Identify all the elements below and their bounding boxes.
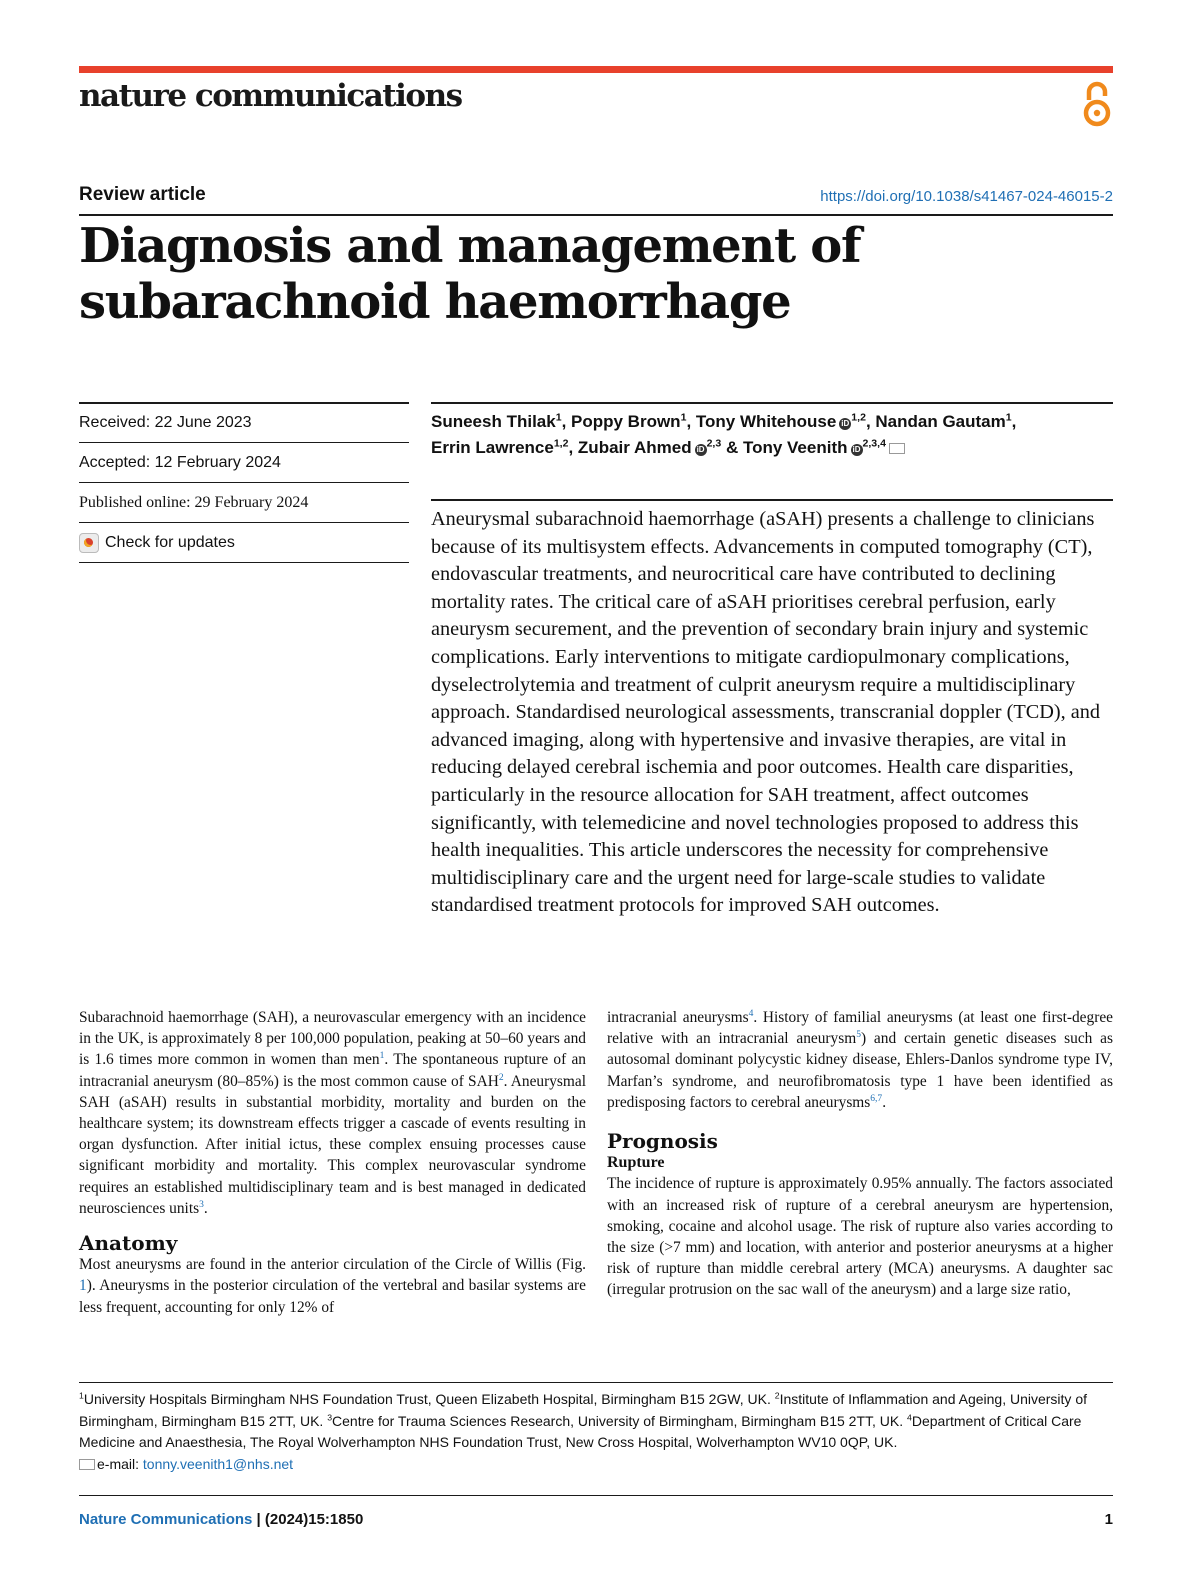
abstract: Aneurysmal subarachnoid haemorrhage (aSAH) presents a challenge to clinicians because of its multisystem effects. Advancements in computed tomography (CT), endovascular treatments, and neurocritical care have contributed to declining mortality rates. The critical care of aSAH prioritises cerebral perfusion, early aneurysm securement, and the prevention of secondary brain injury and systemic complications. Early interventions to mitigate cardiopulmonary complications, dyselectrolytemia and treatment of culprit aneurysm require a multidisciplinary approach. Standardised neurological assessments, transcranial doppler (TCD), and advanced imaging, along with hypertensive and invasive therapies, are vital in reducing delayed cerebral ischemia and poor outcomes. Health care disparities, particularly in the resource allocation for SAH treatment, affect outcomes significantly, with telemedicine and novel technologies proposed to address this health inequalities. This article underscores the necessity for comprehensive multidisciplinary care and the urgent need for large-scale studies to validate standardised treatment protocols for improved SAH outcomes.	[431, 508, 1101, 917]
reference-link[interactable]: 4	[748, 1007, 754, 1019]
doi-link[interactable]: https://doi.org/10.1038/s41467-024-46015-2	[820, 188, 1113, 205]
author[interactable]: Poppy Brown$^1$	[571, 411, 687, 431]
rupture-paragraph: The incidence of rupture is approximately 0.95% annually. The factors associated with an increased risk of rupture of a cerebral aneurysm are hypertension, smoking, cocaine and alcohol usage. The risk of rupture also varies according to the size (>7 mm) and location, with anterior and posterior aneurysms at a higher risk of rupture than middle cerebral artery (MCA) aneurysms. A daughter sac (irregular protrusion on the sac wall of the aneurysm) and a large size ratio,	[607, 1175, 1113, 1299]
article-dates	[79, 403, 409, 563]
header-accent-bar	[79, 66, 1113, 73]
check-updates-label: Check for updates	[105, 533, 235, 551]
check-for-updates-icon	[79, 533, 99, 553]
page-number: 1	[1104, 1511, 1113, 1528]
title-rule	[79, 214, 1113, 216]
author[interactable]: Errin Lawrence$^{1,2}$	[431, 437, 569, 457]
abstract-top-rule	[431, 499, 1113, 501]
genetics-paragraph: intracranial aneurysms$^4$. History of familial aneurysms (at least one first-degree relative with an intracranial aneurysm$^5$) and certain genetic diseases such as autosomal dominant polycystic kidney disease, Ehlers-Danlos syndrome type IV, Marfan’s syndrome, and neurofibromatosis type 1 have been identified as predisposing factors to cerebral aneurysms$^{6,7}$.	[607, 1007, 1114, 1111]
author[interactable]: Tony Whitehouse iD$^{1,2}$	[695, 411, 866, 431]
article-type: Review article	[79, 184, 206, 205]
author[interactable]: Nandan Gautam$^1$	[875, 411, 1012, 431]
intro-paragraph: Subarachnoid haemorrhage (SAH), a neurovascular emergency with an incidence in the UK, is approximately 8 per 100,000 population, peaking at 50–60 years and is 1.6 times more common in women than men$^1$. The spontaneous rupture of an intracranial aneurysm (80–85%) is the most common cause of SAH$^2$. Aneurysmal SAH (aSAH) results in substantial morbidity, mortality and burden on the healthcare system; its downstream effects trigger a cascade of events resulting in organ dysfunction. After initial ictus, these complex ensuing processes cause significant morbidity and mortality. This complex neurovascular syndrome requires an established multidisciplinary team and is best managed in dedicated neurosciences units$^3$.	[79, 1009, 586, 1217]
footer-citation: Nature Communications | (2024)15:1850	[79, 1511, 364, 1528]
footer-rule	[79, 1495, 1113, 1496]
email-envelope-icon[interactable]	[889, 443, 905, 454]
authors-top-rule	[431, 402, 1113, 404]
affiliations: $^1$University Hospitals Birmingham NHS Foundation Trust, Queen Elizabeth Hospital, Birmingham B15 2GW, UK. $^2$Institute of Inflammation and Ageing, University of Birmingham, Birmingham B15 2TT, UK. $^3$Centre for Trauma Sciences Research, University of Birmingham, Birmingham B15 2TT, UK. $^4$Department of Critical Care Medicine and Anaesthesia, The Royal Wolverhampton NHS Foundation Trust, New Cross Hospital, Wolverhampton WV10 0QP, UK. e-mail: tonny.veenith1@nhs.net	[79, 1390, 1087, 1472]
author-list: Suneesh Thilak$^1$, Poppy Brown$^1$, Tony Whitehouse iD$^{1,2}$, Nandan Gautam$^1$, Errin Lawrence$^{1,2}$, Zubair Ahmed iD$^{2,3}$ & Tony Veenith iD$^{2,3,4}$	[431, 411, 1017, 457]
received-date: Received: 22 June 2023	[79, 403, 409, 443]
affiliations-rule	[79, 1382, 1113, 1383]
open-access-icon	[1080, 80, 1114, 128]
figure-link[interactable]: 1	[79, 1277, 87, 1295]
orcid-icon[interactable]: iD	[696, 445, 705, 454]
reference-link[interactable]: 5	[856, 1029, 861, 1041]
reference-link[interactable]: 1	[379, 1050, 385, 1062]
journal-name: nature communications	[79, 78, 462, 114]
body-column-right	[607, 1007, 1113, 1301]
author[interactable]: Suneesh Thilak$^1$	[431, 411, 562, 431]
article-title: Diagnosis and management of subarachnoid haemorrhage	[79, 218, 861, 330]
anatomy-paragraph: Most aneurysms are found in the anterior circulation of the Circle of Willis (Fig. 1). Aneurysms in the posterior circulation of the vertebral and basilar systems are less frequent, accounting for only 12% of	[79, 1256, 586, 1316]
orcid-icon[interactable]: iD	[852, 445, 861, 454]
check-updates-link[interactable]	[79, 523, 409, 563]
footer-journal-link[interactable]: Nature Communications	[79, 1511, 253, 1528]
reference-link[interactable]: 2	[498, 1071, 504, 1083]
author[interactable]: Zubair Ahmed iD$^{2,3}$	[577, 437, 722, 457]
reference-link[interactable]: 3	[199, 1198, 204, 1210]
body-column-left	[79, 1007, 586, 1318]
email-icon	[79, 1459, 95, 1470]
published-date: Published online: 29 February 2024	[79, 483, 409, 523]
accepted-date: Accepted: 12 February 2024	[79, 443, 409, 483]
subsection-heading-rupture: Rupture	[607, 1154, 665, 1172]
orcid-icon[interactable]: iD	[841, 419, 850, 428]
email-link[interactable]: tonny.veenith1@nhs.net	[142, 1455, 294, 1472]
author[interactable]: Tony Veenith iD$^{2,3,4}$	[742, 437, 886, 457]
section-heading-anatomy: Anatomy	[79, 1231, 178, 1256]
section-heading-prognosis: Prognosis	[607, 1129, 718, 1154]
reference-link[interactable]: 6,7	[870, 1092, 883, 1104]
